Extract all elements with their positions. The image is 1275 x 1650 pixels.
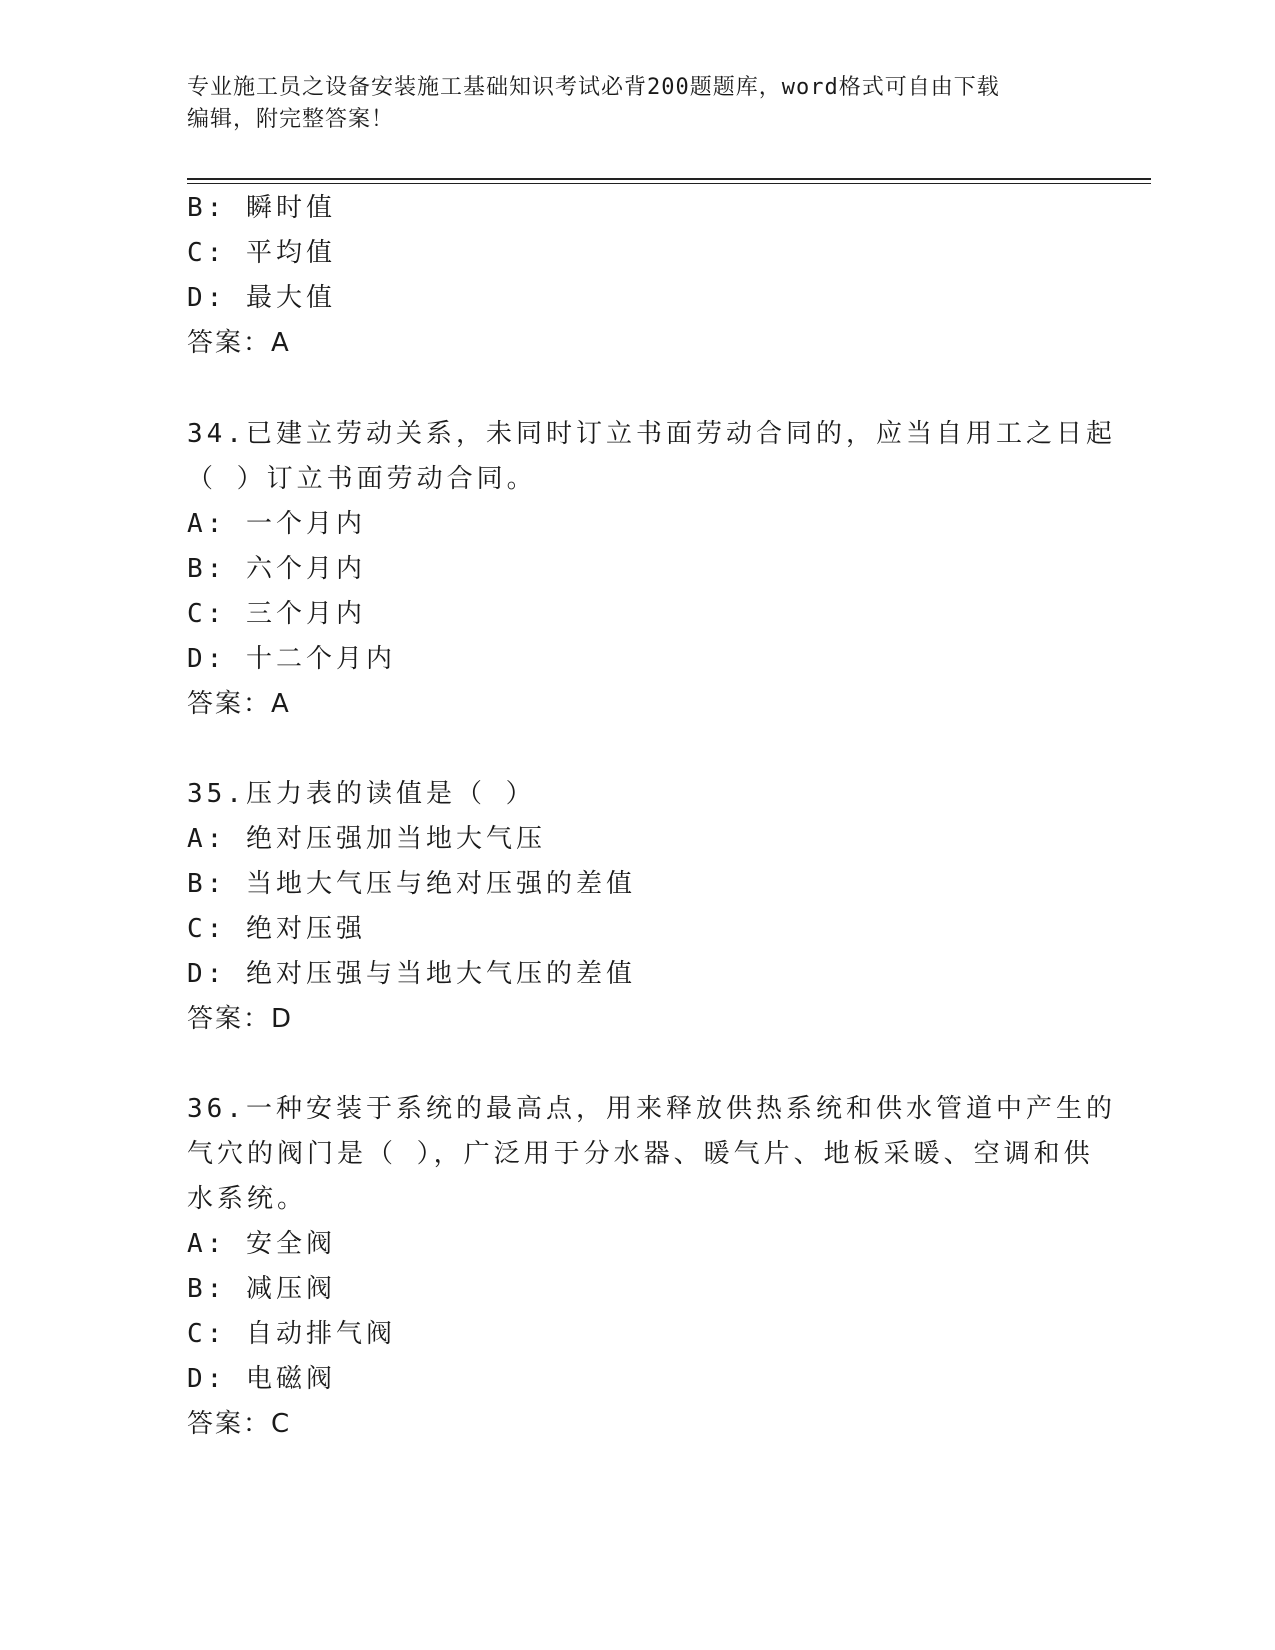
header-rule-thick — [187, 178, 1151, 180]
q35-stem-line1: 35.压力表的读值是（ ） — [187, 779, 536, 809]
q36-option-a: A: 安全阀 — [187, 1229, 336, 1259]
q33-answer: 答案：A — [187, 328, 291, 358]
q34-option-d: D: 十二个月内 — [187, 644, 396, 674]
q33-option-d: D: 最大值 — [187, 283, 336, 313]
q35-option-c: C: 绝对压强 — [187, 914, 366, 944]
q34-option-c: C: 三个月内 — [187, 599, 366, 629]
document-header: 专业施工员之设备安装施工基础知识考试必背200题题库，word格式可自由下载 编辑，附完整答案！ — [187, 75, 1000, 132]
q34-answer: 答案：A — [187, 689, 291, 719]
q36-answer: 答案：C — [187, 1409, 292, 1439]
q35-option-a: A: 绝对压强加当地大气压 — [187, 824, 546, 854]
q34-option-b: B: 六个月内 — [187, 554, 366, 584]
q35-answer: 答案：D — [187, 1004, 294, 1034]
q36-option-b: B: 减压阀 — [187, 1274, 336, 1304]
q33-option-b: B: 瞬时值 — [187, 193, 336, 223]
q36-stem-line3: 水系统。 — [187, 1184, 308, 1214]
header-rule-thin — [187, 183, 1151, 184]
q33-option-c: C: 平均值 — [187, 238, 336, 268]
q34-stem-line1: 34.已建立劳动关系，未同时订立书面劳动合同的，应当自用工之日起 — [187, 419, 1116, 449]
q36-option-c: C: 自动排气阀 — [187, 1319, 396, 1349]
q36-option-d: D: 电磁阀 — [187, 1364, 336, 1394]
q35-option-b: B: 当地大气压与绝对压强的差值 — [187, 869, 636, 899]
q35-option-d: D: 绝对压强与当地大气压的差值 — [187, 959, 636, 989]
q34-option-a: A: 一个月内 — [187, 509, 366, 539]
q34-stem-line2: （ ）订立书面劳动合同。 — [187, 464, 537, 494]
q36-stem-line1: 36.一种安装于系统的最高点，用来释放供热系统和供水管道中产生的 — [187, 1094, 1116, 1124]
q36-stem-line2: 气穴的阀门是（ ），广泛用于分水器、暖气片、地板采暖、空调和供 — [187, 1139, 1094, 1169]
